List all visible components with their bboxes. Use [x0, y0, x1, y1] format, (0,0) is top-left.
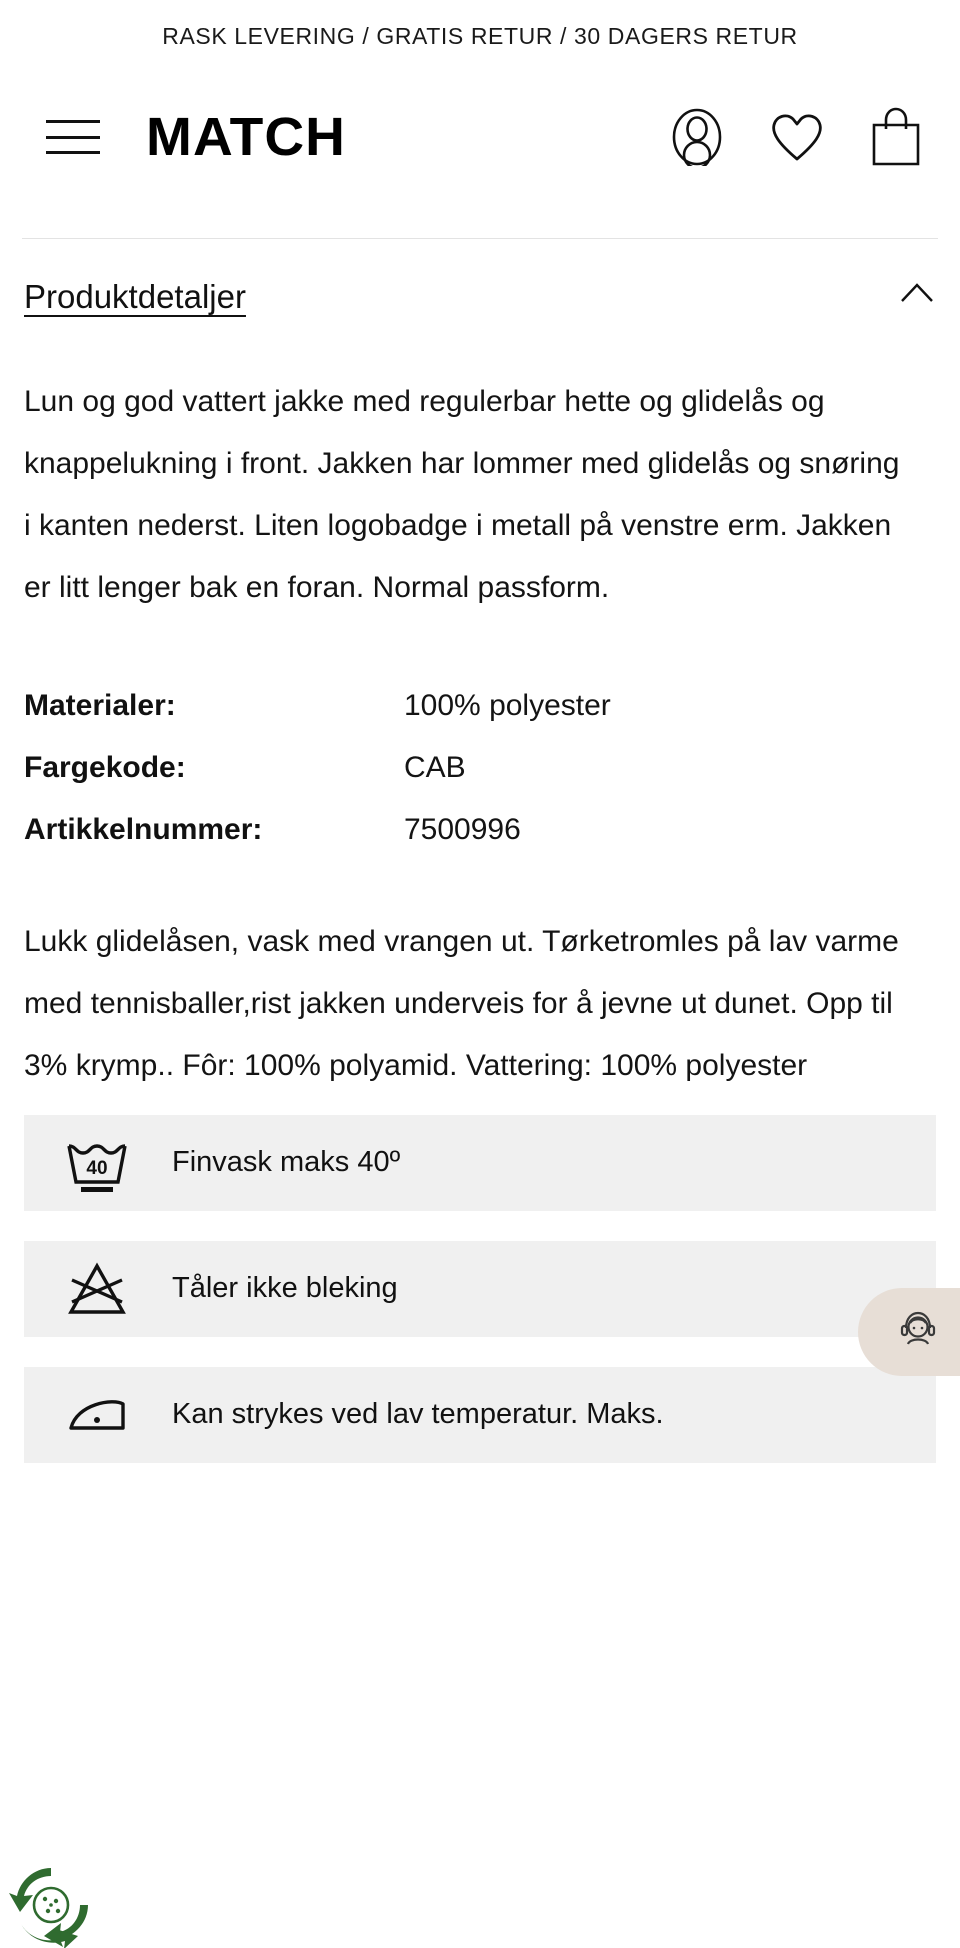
support-agent-icon	[892, 1304, 944, 1361]
chevron-up-icon[interactable]	[900, 281, 934, 310]
hamburger-menu-icon[interactable]	[46, 114, 100, 160]
wash-tub-40-icon	[60, 1132, 134, 1194]
spec-value-materialer: 100% polyester	[404, 688, 611, 722]
care-symbol-label: Finvask maks 40º	[172, 1146, 401, 1179]
spec-label-fargekode: Fargekode:	[24, 750, 186, 784]
spec-value-fargekode: CAB	[404, 750, 466, 784]
table-row	[24, 799, 936, 861]
care-symbol-label: Tåler ikke bleking	[172, 1272, 398, 1305]
spec-value-artikkelnummer: 7500996	[404, 812, 521, 846]
header-icon-group	[668, 107, 938, 167]
promo-banner-text: RASK LEVERING / GRATIS RETUR / 30 DAGERS RETUR	[162, 22, 798, 49]
promo-banner	[0, 0, 960, 72]
list-item	[24, 1367, 936, 1463]
list-item	[24, 1241, 936, 1337]
product-details-accordion-header[interactable]	[24, 239, 936, 317]
care-symbol-label: Kan strykes ved lav temperatur. Maks.	[172, 1398, 664, 1431]
hamburger-line	[46, 136, 100, 139]
iron-low-temperature-icon	[60, 1384, 134, 1446]
product-description: Lun og god vattert jakke med regulerbar hette og glidelås og knappelukning i front. Jakken har lommer med glidelås og snøring i kanten nederst. Liten logobadge i metall på venstre erm. Jakken er litt lenger bak en foran. Normal passform.	[24, 384, 900, 604]
table-row	[24, 737, 936, 799]
spec-label-materialer: Materialer:	[24, 688, 176, 722]
svg-text:40: 40	[86, 1157, 108, 1179]
spec-label-artikkelnummer: Artikkelnummer:	[24, 812, 263, 846]
list-item	[24, 1115, 936, 1211]
brand-logo[interactable]: MATCH	[146, 107, 346, 167]
no-bleach-triangle-icon	[60, 1258, 134, 1320]
heart-icon[interactable]	[768, 109, 826, 165]
care-symbol-list	[24, 1115, 936, 1463]
recycling-eco-icon[interactable]	[8, 1862, 94, 1948]
care-instructions-text: Lukk glidelåsen, vask med vrangen ut. Tørketromles på lav varme med tennisballer,rist jakken underveis for å jevne ut dunet. Opp til 3% krymp.. Fôr: 100% polyamid. Vattering: 100% polyester	[24, 924, 899, 1082]
product-spec-table	[24, 675, 936, 861]
table-row	[24, 675, 936, 737]
page-title: Produktdetaljer	[24, 278, 246, 315]
shopping-bag-icon[interactable]	[868, 107, 924, 167]
chat-support-button[interactable]	[858, 1288, 960, 1376]
site-header	[0, 72, 960, 202]
account-icon[interactable]	[668, 108, 726, 166]
hamburger-line	[46, 120, 100, 123]
product-details-section	[0, 239, 960, 1463]
hamburger-line	[46, 151, 100, 154]
